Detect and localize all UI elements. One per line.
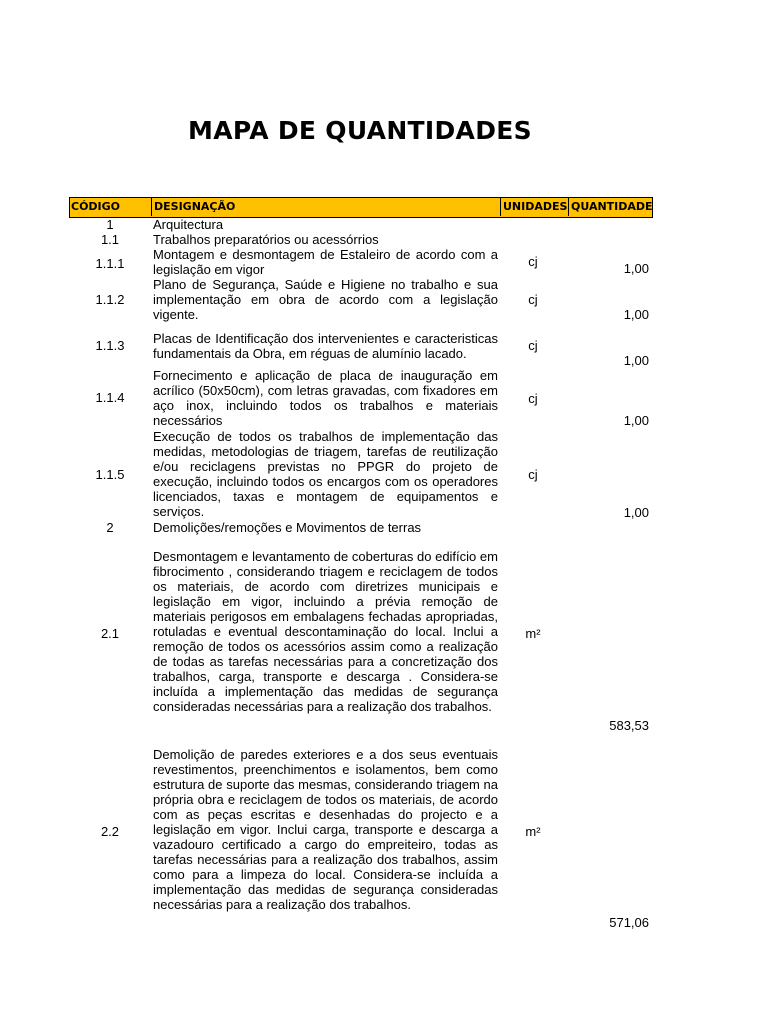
row-code: 1.1.1 [95, 256, 125, 271]
header-units: UNIDADES [500, 197, 568, 216]
header-code: CÓDIGO [71, 200, 121, 213]
row-designation: Placas de Identificação dos intervenientes e caracteristicas fundamentais da Obra, em réguas de alumínio lacado. [153, 331, 498, 361]
row-designation: Fornecimento e aplicação de placa de inauguração em acrílico (50x50cm), com letras gravadas, com fixadores em aço inox, incluindo todos os trabalhos e materiais necessários [153, 368, 498, 428]
row-code: 2 [106, 520, 114, 535]
header-designation: DESIGNAÇÃO [151, 197, 500, 216]
page-title: MAPA DE QUANTIDADES [188, 116, 532, 145]
row-designation: Demolição de paredes exteriores e a dos seus eventuais revestimentos, preenchimentos e isolamentos, bem como estrutura de suporte das mesmas, considerando triagem na própria obra e reciclagem de todos os materiais, de acordo com as peças escritas e desenhadas do projecto e a legislação em vigor. Inclui carga, transporte e descarga a vazadouro certificado a cargo do empreiteiro, todas as tarefas necessárias para a realização dos trabalhos, assim como para a limpeza do local. Considera-se incluída a implementação das medidas de segurança consideradas necessárias para a realização dos trabalhos. [153, 747, 498, 912]
row-designation: Demolições/remoções e Movimentos de terras [153, 520, 422, 535]
row-designation: Arquitectura [153, 217, 224, 232]
row-quantity: 583,53 [609, 718, 649, 733]
row-quantity: 1,00 [623, 307, 649, 322]
row-quantity: 571,06 [609, 915, 649, 930]
row-unit: m² [525, 824, 541, 839]
row-code: 1.1.5 [95, 467, 125, 482]
row-code: 1.1.3 [95, 338, 125, 353]
row-designation: Desmontagem e levantamento de coberturas do edifício em fibrocimento , considerando triagem e reciclagem de todos os materiais, de acordo com diretrizes municipais e legislação em vigor, incluindo a prévia remoção de materiais perigosos em embalagens fechadas apropriadas, rotuladas e eventual descontaminação do local. Inclui a remoção de todos os acessórios assim como a realização de todas as tarefas necessárias para a concretização dos trabalhos, carga, transporte e descarga . Considera-se incluída a implementação das medidas de segurança consideradas necessárias para a realização dos trabalhos. [153, 549, 498, 714]
row-code: 1.1 [100, 232, 120, 247]
row-code: 1.1.2 [95, 292, 125, 307]
row-unit: cj [528, 254, 538, 269]
row-quantity: 1,00 [623, 505, 649, 520]
row-code: 1.1.4 [95, 390, 125, 405]
row-unit: cj [528, 467, 538, 482]
row-unit: m² [525, 626, 541, 641]
row-unit: cj [528, 292, 538, 307]
row-quantity: 1,00 [623, 261, 649, 276]
row-unit: cj [528, 338, 538, 353]
row-designation: Execução de todos os trabalhos de implementação das medidas, metodologias de triagem, tarefas de reutilização e/ou reciclagens previstas no PPGR do projeto de execução, incluindo todos os encargos com os operadores licenciados, taxas e montagem de equipamentos e serviços. [153, 429, 498, 519]
row-designation: Montagem e desmontagem de Estaleiro de acordo com a legislação em vigor [153, 247, 498, 277]
row-code: 1 [106, 217, 114, 232]
row-designation: Plano de Segurança, Saúde e Higiene no trabalho e sua implementação em obra de acordo com a legislação vigente. [153, 277, 498, 322]
header-quantity: QUANTIDADE [568, 197, 651, 216]
row-code: 2.1 [100, 626, 120, 641]
row-quantity: 1,00 [623, 413, 649, 428]
row-unit: cj [528, 391, 538, 406]
row-designation: Trabalhos preparatórios ou acessórrios [153, 232, 379, 247]
row-quantity: 1,00 [623, 353, 649, 368]
row-code: 2.2 [100, 824, 120, 839]
